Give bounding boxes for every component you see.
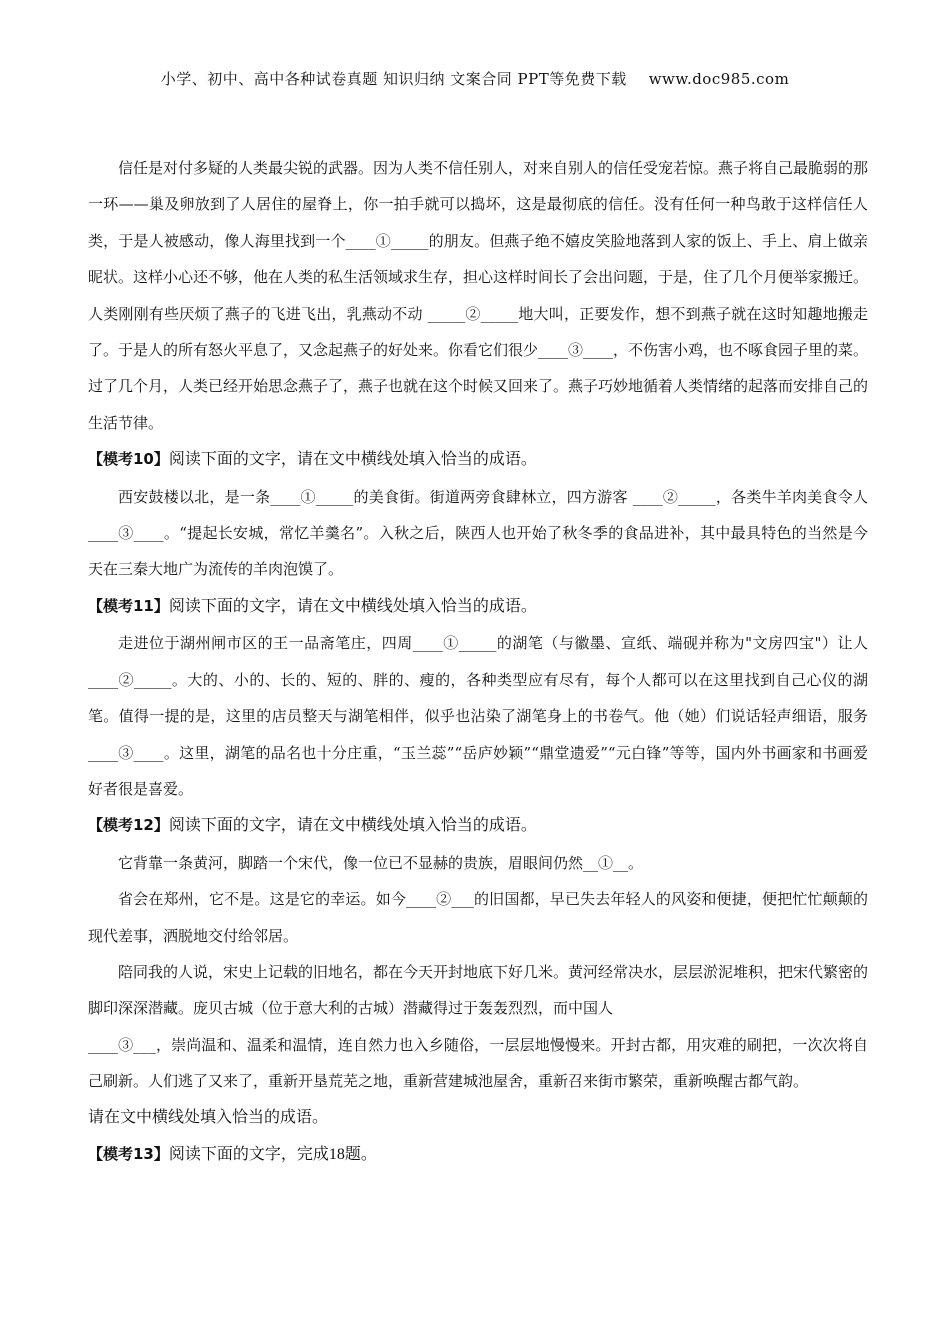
question-12-prompt: 请在文中横线处填入恰当的成语。: [88, 1108, 329, 1126]
question-10-tag: 【模考10】: [88, 450, 169, 469]
document-body: [88, 150, 868, 1173]
question-12-paragraph-1: 它背靠一条黄河，脚踏一个宋代，像一位已不显赫的贵族，眉眼间仍然__①__。: [118, 853, 644, 872]
question-12-paragraph-3: 陪同我的人说，宋史上记载的旧地名，都在今天开封地底下好几米。黄河经常决水，层层淤泥堆积，把宋代繁密的脚印深深潜藏。庞贝古城（位于意大利的古城）潜藏得过于轰轰烈烈，而中国人: [88, 962, 869, 1018]
question-10-passage: 西安鼓楼以北，是一条____①_____的美食街。街道两旁食肆林立，四方游客 ____②_____，各类牛羊肉美食令人 ____③____。“提起长安城，常忆羊羹名”。入秋之后，陕西人也开始了秋冬季的食品进补，其中最具特色的当然是今天在三秦大地广为流传的羊肉泡馍了。: [88, 487, 868, 579]
passage-swallow: 信任是对付多疑的人类最尖锐的武器。因为人类不信任别人，对来自别人的信任受宠若惊。燕子将自己最脆弱的那一环——巢及卵放到了人居住的屋脊上，你一拍手就可以捣坏，这是最彻底的信任。没有任何一种鸟敢于这样信任人类，于是人被感动，像人海里找到一个____①_____的朋友。但燕子绝不嬉皮笑脸地落到人家的饭上、手上、肩上做亲昵状。这样小心还不够，他在人类的私生活领域求生存，担心这样时间长了会出问题，于是，住了几个月便举家搬迁。人类刚刚有些厌烦了燕子的飞进飞出，乳燕动不动 _____②_____地大叫，正要发作，想不到燕子就在这时知趣地搬走了。于是人的所有怒火平息了，又念起燕子的好处来。你看它们很少____③____，不伤害小鸡，也不啄食园子里的菜。过了几个月，人类已经开始思念燕子了，燕子也就在这个时候又回来了。燕子巧妙地循着人类情绪的起落而安排自己的生活节律。: [88, 159, 869, 432]
question-11-heading: [88, 588, 868, 625]
question-12-instruction: 阅读下面的文字，请在文中横线处填入恰当的成语。: [168, 817, 537, 835]
question-12-tag: 【模考12】: [88, 816, 169, 835]
question-12-heading: [88, 807, 868, 844]
question-11-tag: 【模考11】: [88, 596, 169, 615]
question-11-instruction: 阅读下面的文字，请在文中横线处填入恰当的成语。: [168, 597, 537, 615]
question-13-tag: 【模考13】: [88, 1144, 169, 1163]
question-10-heading: [88, 441, 868, 478]
question-12-paragraph-4: ____③___，崇尚温和、温柔和温情，连自然力也入乡随俗，一层层地慢慢来。开封古都，用灾难的刷把，一次次将自己刷新。人们逃了又来了，重新开垦荒芜之地，重新营建城池屋舍，重新召来街市繁荣，重新唤醒古都气韵。: [88, 1035, 868, 1091]
question-12-paragraph-2: 省会在郑州，它不是。这是它的幸运。如今____②___的旧国都，早已失去年轻人的风姿和便捷，便把忙忙颠颠的现代差事，洒脱地交付给邻居。: [88, 890, 868, 945]
header-url[interactable]: www.doc985.com: [648, 70, 790, 88]
header-text: 小学、初中、高中各种试卷真题 知识归纳 文案合同 PPT等免费下载: [160, 70, 627, 88]
question-11-passage: 走进位于湖州闸市区的王一品斋笔庄，四周____①_____的湖笔（与徽墨、宣纸、端砚并称为"文房四宝"）让人 ____②_____。大的、小的、长的、短的、胖的、瘦的，各种类型应有尽有，每个人都可以在这里找到自己心仪的湖笔。值得一提的是，这里的店员整天与湖笔相伴，似乎也沾染了湖笔身上的书卷气。他（她）们说话轻声细语，服务 ____③____。这里，湖笔的品名也十分庄重，“玉兰蕊”“岳庐妙颖”“鼎堂遗爱”“元白锋”等等，国内外书画家和书画爱好者很是喜爱。: [88, 634, 868, 798]
question-10-instruction: 阅读下面的文字，请在文中横线处填入恰当的成语。: [168, 451, 537, 469]
question-13-heading: [88, 1136, 868, 1173]
question-13-instruction: 阅读下面的文字，完成18题。: [168, 1145, 377, 1163]
page-header: [0, 68, 950, 89]
